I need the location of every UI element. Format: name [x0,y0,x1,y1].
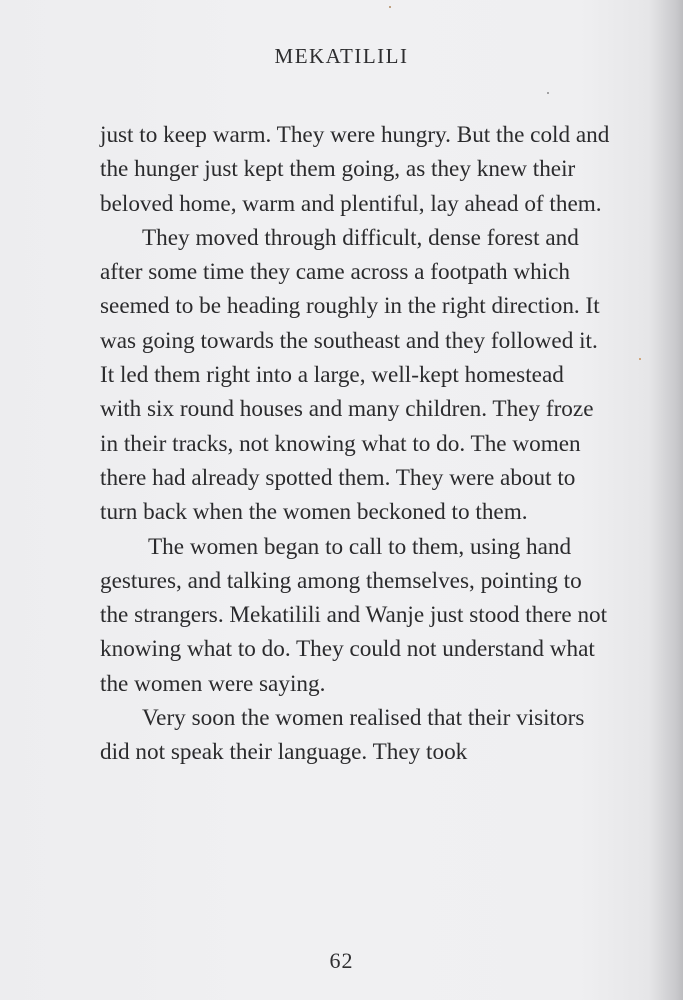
paper-speck [639,358,641,360]
paper-speck [389,6,391,8]
paragraph-3: The women began to call to them, using hand gestures, and talking among themselves, pointing to the strangers. Mekatilili and Wanje just stood there not knowing what to do. They could not understand what the women were saying. [100,533,608,697]
paragraph-1: just to keep warm. They were hungry. But the cold and the hunger just kept them going, as they knew their beloved home, warm and plentiful, lay ahead of them. [100,122,610,217]
paragraph-4: Very soon the women realised that their visitors did not speak their language. They took [100,705,585,766]
paper-speck [547,92,549,94]
page-body [100,118,610,770]
page-number: 62 [329,948,354,973]
running-title: MEKATILILI [274,44,409,68]
paragraph-2: They moved through difficult, dense forest and after some time they came across a footpath which seemed to be heading roughly in the right direction. It was going towards the southeast and they followed it. It led them right into a large, well-kept homestead with six round houses and many children. They froze in their tracks, not knowing what to do. The women there had already spotted them. They were about to turn back when the women beckoned to them. [100,224,600,526]
